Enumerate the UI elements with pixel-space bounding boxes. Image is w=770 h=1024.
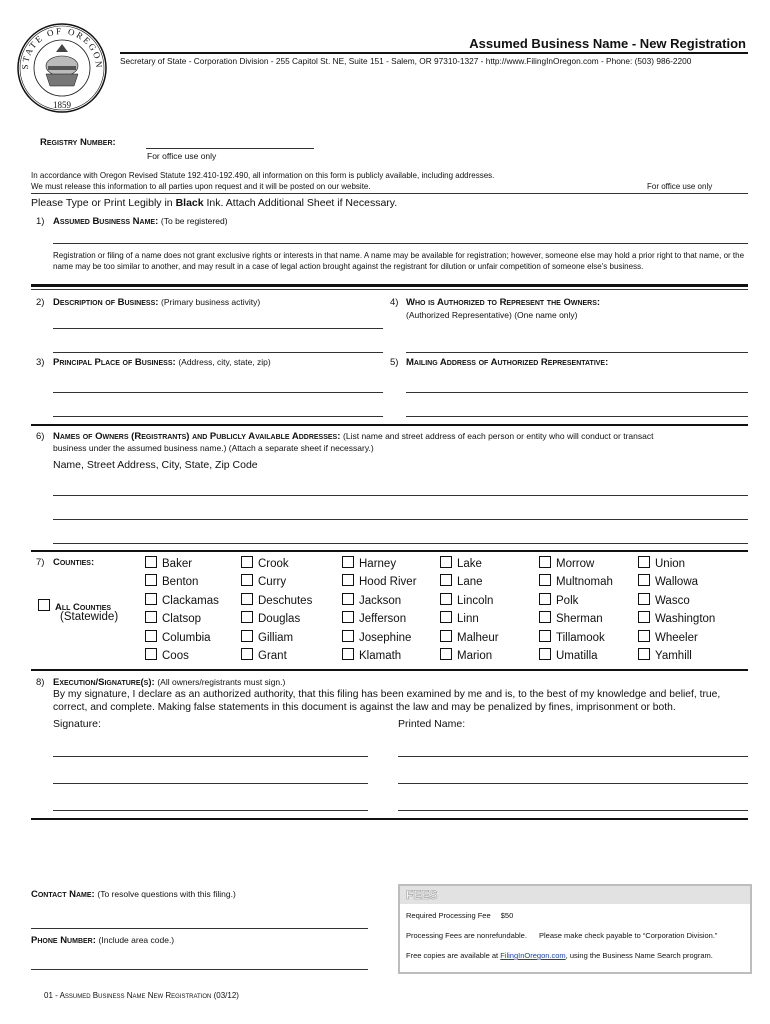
county-label: Grant bbox=[258, 650, 287, 662]
county-option[interactable] bbox=[638, 630, 698, 644]
header-subtitle: Secretary of State - Corporation Division - 255 Capitol St. NE, Suite 151 - Salem, OR 97310-1327 - http://www.FilingInOregon.com - Phone: (503) 986-2200 bbox=[120, 56, 692, 66]
s6-label: Names of Owners (Registrants) and Publicly Available Addresses: bbox=[53, 431, 341, 442]
county-label: Polk bbox=[556, 595, 579, 607]
county-checkbox[interactable] bbox=[241, 556, 253, 568]
contact-name-hint: (To resolve questions with this filing.) bbox=[97, 889, 236, 899]
county-checkbox[interactable] bbox=[145, 630, 157, 642]
county-option[interactable] bbox=[241, 611, 300, 625]
county-option[interactable] bbox=[539, 648, 598, 662]
county-option[interactable] bbox=[638, 648, 692, 662]
county-label: Columbia bbox=[162, 632, 211, 644]
county-checkbox[interactable] bbox=[145, 574, 157, 586]
county-checkbox[interactable] bbox=[539, 630, 551, 642]
phone-number-hint: (Include area code.) bbox=[98, 935, 175, 945]
fees-title: FEES bbox=[406, 888, 438, 902]
county-option[interactable] bbox=[539, 574, 613, 588]
county-option[interactable] bbox=[638, 574, 698, 588]
fees-copies-row bbox=[406, 951, 713, 960]
county-label: Lincoln bbox=[457, 595, 494, 607]
county-label: Jefferson bbox=[359, 613, 407, 625]
county-checkbox[interactable] bbox=[342, 630, 354, 642]
printed-name-field-3[interactable] bbox=[398, 810, 748, 811]
description-field-2[interactable] bbox=[53, 352, 383, 353]
county-label: Gilliam bbox=[258, 632, 294, 644]
county-label: Sherman bbox=[556, 613, 603, 625]
county-option[interactable] bbox=[241, 574, 286, 588]
s4-number: 4) bbox=[390, 297, 399, 308]
county-option[interactable] bbox=[440, 630, 499, 644]
s8-hint: (All owners/registrants must sign.) bbox=[157, 677, 286, 687]
county-checkbox[interactable] bbox=[440, 630, 452, 642]
s7-label: Counties: bbox=[53, 557, 95, 568]
section-divider-3 bbox=[31, 550, 748, 552]
s8-number: 8) bbox=[36, 677, 45, 688]
county-label: Tillamook bbox=[556, 632, 605, 644]
instructions-bold: Black bbox=[175, 197, 204, 209]
county-checkbox[interactable] bbox=[638, 648, 650, 660]
s1-heading bbox=[53, 216, 228, 227]
county-option[interactable] bbox=[440, 611, 479, 625]
principal-place-field-2[interactable] bbox=[53, 416, 383, 417]
county-checkbox[interactable] bbox=[241, 630, 253, 642]
county-checkbox[interactable] bbox=[342, 648, 354, 660]
s6-hint: (List name and street address of each person or entity who will conduct or transact bbox=[343, 431, 654, 441]
signature-field-1[interactable] bbox=[53, 756, 368, 757]
county-option[interactable] bbox=[342, 593, 401, 607]
county-option[interactable] bbox=[145, 648, 189, 662]
county-label: Baker bbox=[162, 558, 193, 570]
county-label: Harney bbox=[359, 558, 397, 570]
page-title: Assumed Business Name - New Registration bbox=[469, 36, 746, 51]
instructions-pre: Please Type or Print Legibly in bbox=[31, 197, 176, 209]
section-divider-1b bbox=[31, 289, 748, 290]
fees-copies-pre: Free copies are available at bbox=[406, 951, 501, 960]
county-checkbox[interactable] bbox=[145, 648, 157, 660]
phone-number-label: Phone Number: bbox=[31, 935, 96, 946]
notice-line-1: In accordance with Oregon Revised Statute 192.410-192.490, all information on this form is publicly available, including addresses. bbox=[31, 171, 495, 180]
owners-field-2[interactable] bbox=[53, 519, 748, 520]
county-checkbox[interactable] bbox=[145, 556, 157, 568]
county-label: Marion bbox=[457, 650, 493, 662]
s2-label: Description of Business: bbox=[53, 297, 159, 308]
county-checkbox[interactable] bbox=[342, 556, 354, 568]
county-label: Lane bbox=[457, 576, 483, 588]
county-option[interactable] bbox=[145, 611, 201, 625]
header-rule bbox=[120, 52, 748, 54]
s4-label: Who is Authorized to Represent the Owners: bbox=[406, 297, 601, 308]
contact-name-label: Contact Name: bbox=[31, 889, 95, 900]
signature-field-2[interactable] bbox=[53, 783, 368, 784]
assumed-business-name-field[interactable] bbox=[53, 243, 748, 244]
county-label: Josephine bbox=[359, 632, 412, 644]
authorized-representative-field[interactable] bbox=[406, 352, 748, 353]
notice-line-2: We must release this information to all parties upon request and it will be posted on our website. bbox=[31, 182, 371, 191]
s2-number: 2) bbox=[36, 297, 45, 308]
fees-required bbox=[406, 911, 513, 920]
s3-label: Principal Place of Business: bbox=[53, 357, 176, 368]
s3-heading bbox=[53, 357, 271, 368]
county-option[interactable] bbox=[145, 630, 211, 644]
county-label: Washington bbox=[655, 613, 716, 625]
instructions-post: Ink. Attach Additional Sheet if Necessary. bbox=[203, 197, 398, 209]
county-label: Linn bbox=[457, 613, 479, 625]
county-label: Umatilla bbox=[556, 650, 598, 662]
county-checkbox[interactable] bbox=[440, 574, 452, 586]
s5-number: 5) bbox=[390, 357, 399, 368]
contact-name-heading bbox=[31, 889, 236, 900]
county-checkbox[interactable] bbox=[539, 593, 551, 605]
fees-required-label: Required Processing Fee bbox=[406, 911, 491, 920]
county-option[interactable] bbox=[241, 648, 287, 662]
county-option[interactable] bbox=[241, 630, 293, 644]
county-checkbox[interactable] bbox=[145, 611, 157, 623]
county-checkbox[interactable] bbox=[145, 593, 157, 605]
county-option[interactable] bbox=[440, 593, 493, 607]
s8-declaration: By my signature, I declare as an authorized authority, that this filing has been examined by me and is, to the best of my knowledge and belief, true, correct, and complete. Making false statements in this document is against the law and may be penalized by fines, imprisonment or both. bbox=[53, 689, 721, 713]
s8-label: Execution/Signature(s): bbox=[53, 677, 155, 688]
fees-nonrefundable: Processing Fees are nonrefundable. bbox=[406, 931, 527, 940]
section-divider-5 bbox=[31, 818, 748, 820]
fees-box bbox=[398, 884, 752, 974]
county-label: Malheur bbox=[457, 632, 499, 644]
county-label: Crook bbox=[258, 558, 289, 570]
fees-nonrefundable-row bbox=[406, 931, 717, 940]
fees-header bbox=[400, 886, 750, 904]
county-label: Coos bbox=[162, 650, 189, 662]
s6-hint-2: business under the assumed business name.) (Attach a separate sheet if necessary.) bbox=[53, 443, 374, 453]
seal-year: 1859 bbox=[53, 100, 71, 110]
s7-number: 7) bbox=[36, 557, 45, 568]
county-option[interactable] bbox=[342, 574, 417, 588]
county-option[interactable] bbox=[342, 630, 411, 644]
notice-rule bbox=[31, 193, 748, 194]
county-option[interactable] bbox=[638, 556, 685, 570]
fees-copies-post: , using the Business Name Search program. bbox=[565, 951, 713, 960]
all-counties-sub: (Statewide) bbox=[60, 611, 119, 623]
oregon-state-seal bbox=[16, 22, 108, 114]
county-label: Jackson bbox=[359, 595, 402, 607]
county-option[interactable] bbox=[539, 556, 594, 570]
county-option[interactable] bbox=[241, 556, 289, 570]
s3-hint: (Address, city, state, zip) bbox=[178, 357, 271, 367]
county-checkbox[interactable] bbox=[539, 556, 551, 568]
seal-title: STATE OF OREGON bbox=[19, 25, 105, 70]
county-label: Benton bbox=[162, 576, 199, 588]
section-divider-1 bbox=[31, 284, 748, 287]
county-option[interactable] bbox=[440, 648, 492, 662]
s6-subheading: Name, Street Address, City, State, Zip Code bbox=[53, 459, 258, 471]
county-checkbox[interactable] bbox=[342, 611, 354, 623]
contact-name-field[interactable] bbox=[31, 928, 368, 929]
county-checkbox[interactable] bbox=[638, 593, 650, 605]
county-checkbox[interactable] bbox=[241, 593, 253, 605]
county-checkbox[interactable] bbox=[539, 574, 551, 586]
s8-heading bbox=[53, 677, 285, 688]
county-label: Wallowa bbox=[655, 576, 699, 588]
county-checkbox[interactable] bbox=[638, 611, 650, 623]
county-checkbox[interactable] bbox=[539, 648, 551, 660]
county-option[interactable] bbox=[440, 556, 482, 570]
signature-field-3[interactable] bbox=[53, 810, 368, 811]
s4-hint: (Authorized Representative) (One name only) bbox=[406, 310, 578, 320]
all-counties-label: All Counties bbox=[55, 602, 112, 613]
county-checkbox[interactable] bbox=[638, 630, 650, 642]
registry-number-label: Registry Number: bbox=[40, 137, 116, 148]
county-option[interactable] bbox=[440, 574, 483, 588]
mailing-address-field-2[interactable] bbox=[406, 416, 748, 417]
county-checkbox[interactable] bbox=[440, 648, 452, 660]
filing-in-oregon-link[interactable]: FilingInOregon.com bbox=[500, 951, 566, 960]
registry-office-use: For office use only bbox=[147, 151, 217, 161]
county-label: Hood River bbox=[359, 576, 417, 588]
printed-name-label: Printed Name: bbox=[398, 718, 466, 730]
county-label: Morrow bbox=[556, 558, 595, 570]
s6-heading bbox=[53, 431, 653, 442]
s1-disclaimer: Registration or filing of a name does not grant exclusive rights or interests in that name. A name may be available for registration; however, someone else may hold a prior right to that name, or the name may be too similar to another, and may result in a case of legal action brought against the registrant for dilution or unfair competition of someone else's business. bbox=[53, 251, 745, 271]
owners-field-1[interactable] bbox=[53, 495, 748, 496]
county-checkbox[interactable] bbox=[638, 574, 650, 586]
signature-label: Signature: bbox=[53, 718, 101, 730]
county-option[interactable] bbox=[342, 648, 401, 662]
footer-form-id: 01 - Assumed Business Name New Registration (03/12) bbox=[44, 991, 239, 1000]
county-option[interactable] bbox=[539, 611, 603, 625]
s1-hint: (To be registered) bbox=[160, 216, 228, 226]
s2-hint: (Primary business activity) bbox=[161, 297, 261, 307]
county-label: Klamath bbox=[359, 650, 402, 662]
county-label: Curry bbox=[258, 576, 287, 588]
county-option[interactable] bbox=[241, 593, 312, 607]
county-checkbox[interactable] bbox=[241, 648, 253, 660]
county-label: Wasco bbox=[655, 595, 690, 607]
fees-required-amount: $50 bbox=[500, 911, 514, 920]
county-label: Douglas bbox=[258, 613, 301, 625]
section-divider-4 bbox=[31, 669, 748, 671]
county-checkbox[interactable] bbox=[342, 574, 354, 586]
county-option[interactable] bbox=[145, 556, 192, 570]
county-option[interactable] bbox=[638, 611, 715, 625]
s1-number: 1) bbox=[36, 216, 45, 227]
county-option[interactable] bbox=[539, 593, 578, 607]
fees-check-payable: Please make check payable to “Corporation Division.” bbox=[539, 931, 718, 940]
phone-number-field[interactable] bbox=[31, 969, 368, 970]
county-option[interactable] bbox=[145, 574, 198, 588]
county-label: Multnomah bbox=[556, 576, 613, 588]
county-option[interactable] bbox=[342, 611, 406, 625]
county-label: Lake bbox=[457, 558, 482, 570]
all-counties-checkbox[interactable] bbox=[38, 599, 50, 611]
mailing-address-field-1[interactable] bbox=[406, 392, 748, 393]
county-label: Yamhill bbox=[655, 650, 692, 662]
county-checkbox[interactable] bbox=[440, 556, 452, 568]
description-field-1[interactable] bbox=[53, 328, 383, 329]
owners-field-3[interactable] bbox=[53, 543, 748, 544]
printed-name-field-2[interactable] bbox=[398, 783, 748, 784]
county-label: Clackamas bbox=[162, 595, 219, 607]
county-checkbox[interactable] bbox=[241, 611, 253, 623]
section-divider-2 bbox=[31, 424, 748, 426]
county-checkbox[interactable] bbox=[440, 611, 452, 623]
county-label: Union bbox=[655, 558, 686, 570]
s2-heading bbox=[53, 297, 260, 308]
county-option[interactable] bbox=[342, 556, 396, 570]
county-label: Wheeler bbox=[655, 632, 698, 644]
phone-number-heading bbox=[31, 935, 174, 946]
county-option[interactable] bbox=[145, 593, 219, 607]
instructions bbox=[31, 197, 397, 209]
county-checkbox[interactable] bbox=[241, 574, 253, 586]
printed-name-field-1[interactable] bbox=[398, 756, 748, 757]
s5-label: Mailing Address of Authorized Representative: bbox=[406, 357, 609, 368]
registry-number-field[interactable] bbox=[146, 148, 314, 149]
principal-place-field-1[interactable] bbox=[53, 392, 383, 393]
county-checkbox[interactable] bbox=[539, 611, 551, 623]
s3-number: 3) bbox=[36, 357, 45, 368]
county-checkbox[interactable] bbox=[440, 593, 452, 605]
county-option[interactable] bbox=[539, 630, 605, 644]
notice-office-use: For office use only bbox=[647, 182, 713, 191]
s6-number: 6) bbox=[36, 431, 45, 442]
county-label: Clatsop bbox=[162, 613, 201, 625]
county-option[interactable] bbox=[638, 593, 690, 607]
county-checkbox[interactable] bbox=[638, 556, 650, 568]
s1-label: Assumed Business Name: bbox=[53, 216, 159, 227]
county-label: Deschutes bbox=[258, 595, 313, 607]
county-checkbox[interactable] bbox=[342, 593, 354, 605]
